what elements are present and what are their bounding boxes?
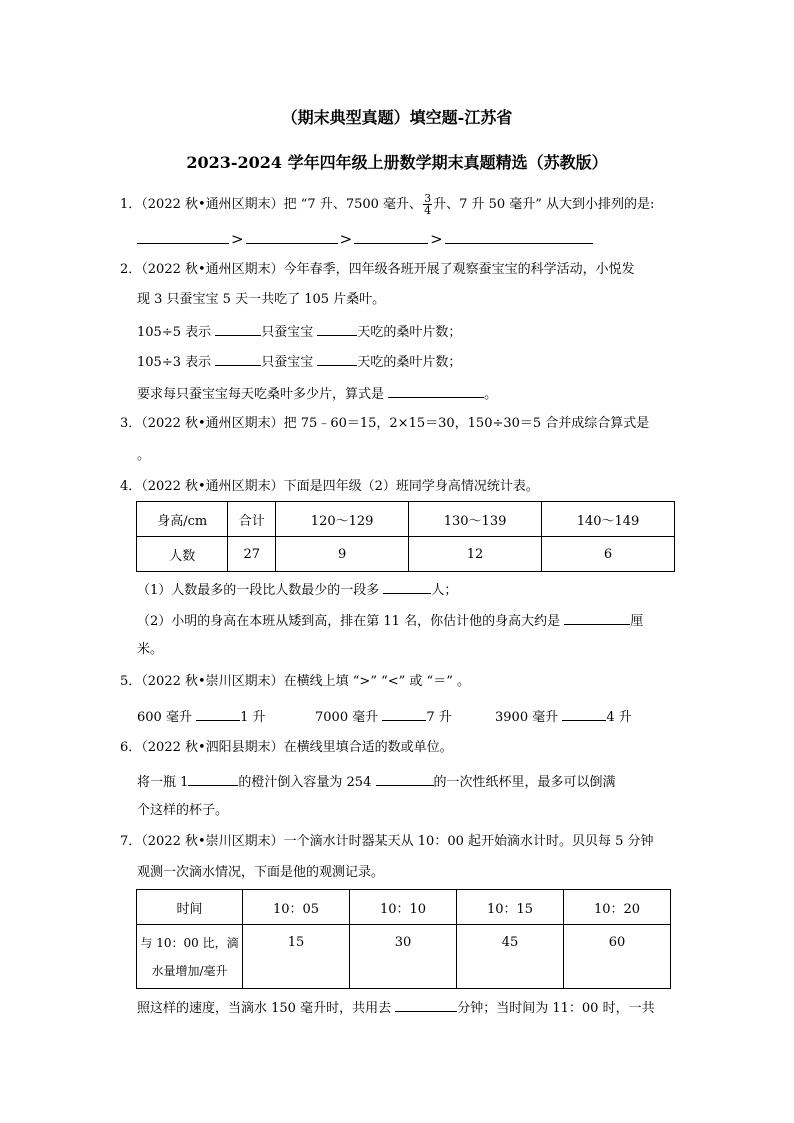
- table-cell: 6: [542, 537, 675, 572]
- table-cell: 10：10: [349, 890, 456, 925]
- q1-line: [120, 193, 654, 216]
- q7-line2: 观测一次滴水情况，下面是他的观测记录。: [137, 865, 385, 880]
- table-row: [137, 537, 675, 572]
- table-row-label: 与 10：00 比，滴 水量增加/毫升: [137, 925, 243, 989]
- answer-blank[interactable]: [562, 706, 606, 721]
- table-header-row: [137, 890, 671, 925]
- q4-sub2-cont: 米。: [137, 642, 164, 657]
- table-cell: 人数: [137, 537, 228, 572]
- answer-blank[interactable]: [395, 997, 457, 1012]
- table-row: [137, 925, 671, 989]
- answer-blank[interactable]: [215, 351, 261, 366]
- q6-line3: 个这样的杯子。: [137, 803, 229, 818]
- q4-sub1: （1）人数最多的一段比人数最少的一段多 人；: [137, 579, 457, 600]
- table-cell: 15: [242, 925, 349, 989]
- q6-line1: 6．（2022 秋•泗阳县期末）在横线里填合适的数或单位。: [120, 740, 453, 755]
- answer-blank[interactable]: [564, 610, 630, 625]
- table-cell: 9: [276, 537, 409, 572]
- doc-subtitle: 2023-2024 学年四年级上册数学期末真题精选（苏教版）: [186, 153, 608, 172]
- q3-line1: 3．（2022 秋•通州区期末）把 75﹣60＝15，2×15＝30，150÷30＝5 合并成综合算式是: [120, 416, 650, 431]
- answer-blank[interactable]: [317, 321, 357, 336]
- fraction: $\frac{3}{4}$: [424, 192, 432, 217]
- answer-blank[interactable]: [188, 771, 238, 786]
- answer-blank[interactable]: [317, 351, 357, 366]
- q1-text: 1．（2022 秋•通州区期末）把 “7 升、7500 毫升、: [120, 197, 423, 212]
- q5-items: 7000 毫升 7 升: [315, 706, 452, 727]
- table-cell: 60: [563, 925, 670, 989]
- drip-table: [136, 889, 671, 989]
- q5-line1: 5．（2022 秋•崇川区期末）在横线上填 “>” “<” 或 “＝” 。: [120, 674, 470, 689]
- table-cell: 30: [349, 925, 456, 989]
- q2-row1: 105÷5 表示 只蚕宝宝 天吃的桑叶片数；: [137, 321, 461, 342]
- q4-line1: 4．（2022 秋•通州区期末）下面是四年级（2）班同学身高情况统计表。: [120, 479, 539, 494]
- q2-row3: 要求每只蚕宝宝每天吃桑叶多少片，算式是 。: [137, 383, 497, 404]
- answer-blank[interactable]: [376, 771, 434, 786]
- table-cell: 10：15: [456, 890, 563, 925]
- table-cell: 45: [456, 925, 563, 989]
- q5-items: 3900 毫升 4 升: [495, 706, 632, 727]
- q1-blanks: > > >: [137, 229, 593, 250]
- table-cell: 10：05: [242, 890, 349, 925]
- table-cell: 合计: [228, 502, 276, 537]
- table-cell: 130～139: [409, 502, 542, 537]
- answer-blank[interactable]: [215, 321, 261, 336]
- answer-blank[interactable]: [382, 706, 426, 721]
- q1-text-after: 升、7 升 50 毫升” 从大到小排列的是:: [433, 197, 655, 212]
- answer-blank[interactable]: [137, 229, 229, 244]
- table-cell: 140～149: [542, 502, 675, 537]
- q4-sub2: （2）小明的身高在本班从矮到高，排在第 11 名，你估计他的身高大约是 厘: [137, 610, 643, 631]
- answer-blank[interactable]: [246, 229, 338, 244]
- table-cell: 120～129: [276, 502, 409, 537]
- q5-items: 600 毫升 1 升: [137, 706, 266, 727]
- answer-blank[interactable]: [354, 229, 428, 244]
- q7-line3: 照这样的速度，当滴水 150 毫升时，共用去 分钟；当时间为 11：00 时，一共: [137, 997, 655, 1018]
- q7-line1: 7．（2022 秋•崇川区期末）一个滴水计时器某天从 10：00 起开始滴水计时。贝贝每 5 分钟: [120, 834, 654, 849]
- doc-title: （期末典型真题）填空题-江苏省: [281, 108, 513, 127]
- table-cell: 27: [228, 537, 276, 572]
- table-cell: 时间: [137, 890, 243, 925]
- table-cell: 10：20: [563, 890, 670, 925]
- answer-blank[interactable]: [445, 229, 593, 244]
- q2-row2: 105÷3 表示 只蚕宝宝 天吃的桑叶片数；: [137, 351, 461, 372]
- table-header-row: [137, 502, 675, 537]
- table-cell: 12: [409, 537, 542, 572]
- q3-line2: 。: [137, 448, 151, 463]
- table-cell: 身高/cm: [137, 502, 228, 537]
- q2-line2: 现 3 只蚕宝宝 5 天一共吃了 105 片桑叶。: [137, 292, 386, 307]
- height-table: [136, 501, 675, 572]
- answer-blank[interactable]: [196, 706, 240, 721]
- answer-blank[interactable]: [388, 383, 484, 398]
- q2-line1: 2．（2022 秋•通州区期末）今年春季，四年级各班开展了观察蚕宝宝的科学活动，小悦发: [120, 262, 635, 277]
- q6-line2: 将一瓶 1 的橙汁倒入容量为 254 的一次性纸杯里，最多可以倒满: [137, 771, 616, 792]
- answer-blank[interactable]: [383, 579, 431, 594]
